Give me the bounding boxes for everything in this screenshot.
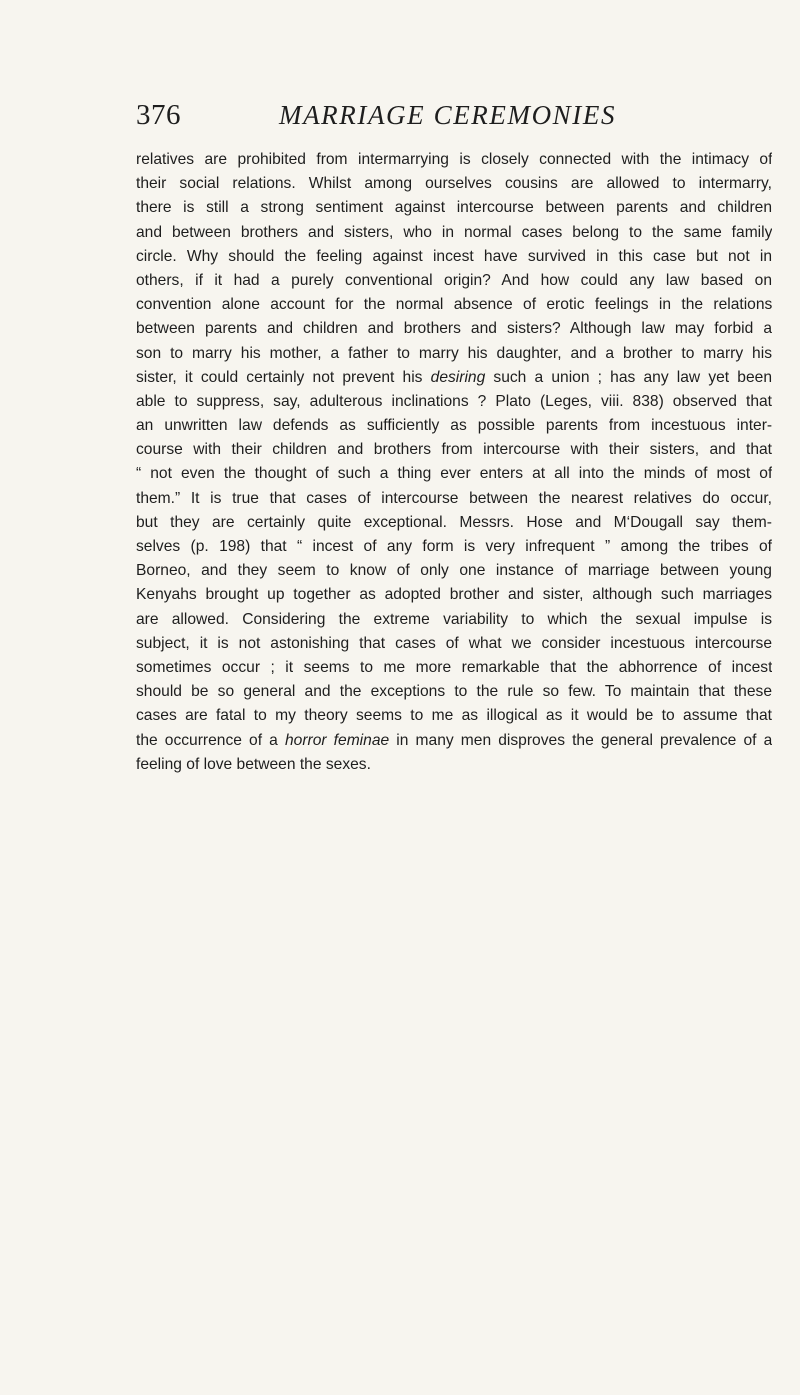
text-line: there is still a strong sentiment against intercourse between parents and children bbox=[136, 199, 772, 217]
text-line: and between brothers and sisters, who in normal cases belong to the same family bbox=[136, 223, 772, 241]
text-line: course with their children and brothers from intercourse with their sisters, and that bbox=[136, 441, 772, 459]
running-head: MARRIAGE CEREMONIES bbox=[279, 100, 617, 130]
text-line: sister, it could certainly not prevent his desiring such a union ; has any law yet been bbox=[136, 368, 772, 386]
text-line: others, if it had a purely conventional origin? And how could any law based on bbox=[136, 271, 772, 289]
text-line: relatives are prohibited from intermarrying is closely connected with the intimacy of bbox=[136, 151, 772, 168]
page-header bbox=[136, 98, 772, 138]
body-paragraph bbox=[136, 148, 772, 777]
italic-phrase: horror feminae bbox=[284, 731, 390, 749]
text-line: subject, it is not astonishing that cases of what we consider incestuous intercourse bbox=[136, 634, 772, 652]
text-line: are allowed. Considering the extreme variability to which the sexual impulse is bbox=[136, 610, 772, 628]
text-line: sometimes occur ; it seems to me more remarkable that the abhorrence of incest bbox=[136, 658, 772, 676]
text-line: able to suppress, say, adulterous inclinations ? Plato (Leges, viii. 838) observed that bbox=[136, 392, 772, 410]
text-line: but they are certainly quite exceptional. Messrs. Hose and M‘Dougall say them- bbox=[136, 513, 772, 531]
text-line: an unwritten law defends as sufficiently as possible parents from incestuous inter- bbox=[136, 417, 772, 435]
text-line: selves (p. 198) that “ incest of any form is very infrequent ” among the tribes of bbox=[136, 538, 772, 555]
text-line: convention alone account for the normal absence of erotic feelings in the relations bbox=[136, 296, 772, 314]
text-line: between parents and children and brothers and sisters? Although law may forbid a bbox=[136, 320, 772, 338]
italic-word: desiring bbox=[430, 368, 486, 386]
text-line: cases are fatal to my theory seems to me as illogical as it would be to assume that bbox=[136, 707, 772, 725]
text-line: circle. Why should the feeling against incest have survived in this case but not in bbox=[136, 247, 772, 265]
text-line: them.” It is true that cases of intercourse between the nearest relatives do occur, bbox=[136, 489, 772, 507]
text-line: the occurrence of a horror feminae in many men disproves the general prevalence of a bbox=[136, 731, 772, 749]
text-line: Kenyahs brought up together as adopted brother and sister, although such marriages bbox=[136, 586, 772, 604]
text-line: should be so general and the exceptions to the rule so few. To maintain that these bbox=[136, 683, 772, 701]
text-line: “ not even the thought of such a thing ever enters at all into the minds of most of bbox=[136, 465, 772, 483]
text-line: son to marry his mother, a father to marry his daughter, and a brother to marry his bbox=[136, 344, 772, 362]
text-line: feeling of love between the sexes. bbox=[136, 755, 371, 773]
page-number: 376 bbox=[136, 99, 181, 131]
text-line: Borneo, and they seem to know of only one instance of marriage between young bbox=[136, 562, 772, 580]
text-line: their social relations. Whilst among ourselves cousins are allowed to intermarry, bbox=[136, 175, 772, 193]
